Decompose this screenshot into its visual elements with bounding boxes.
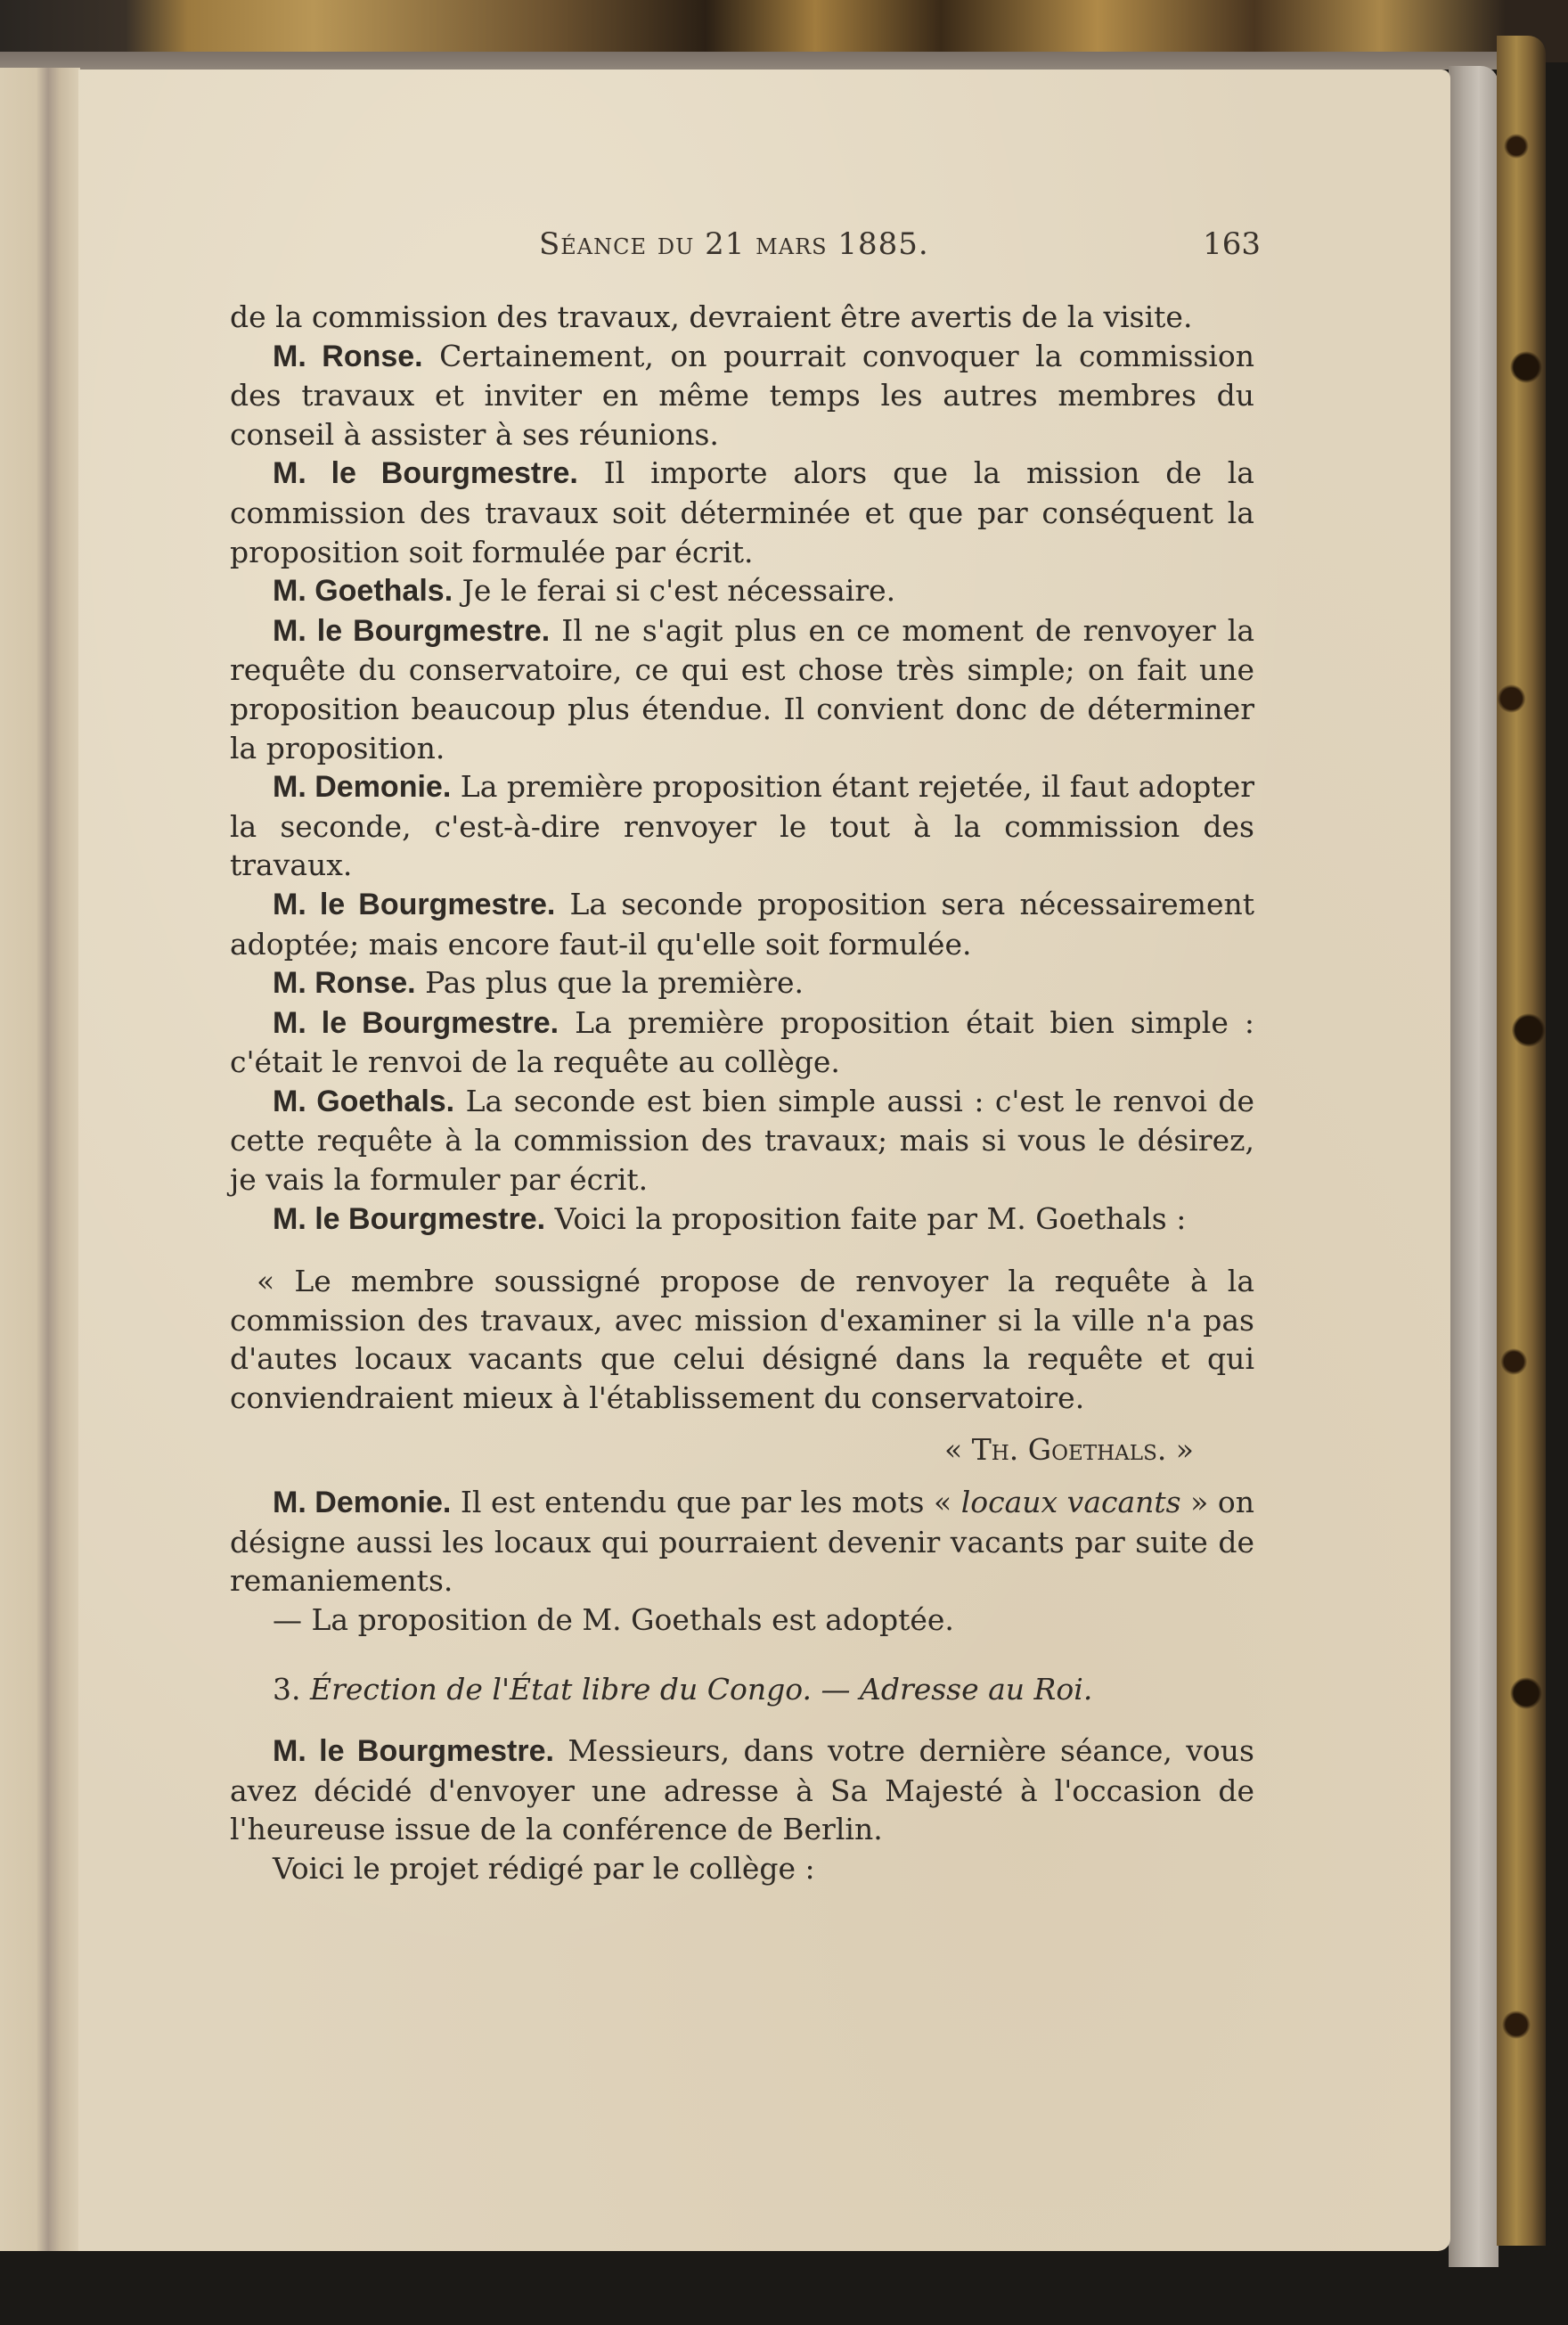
- section-heading: [230, 1670, 1254, 1709]
- speech-text: La seconde proposition sera nécessairement adoptée; mais encore faut-il qu'elle soit formulée.: [230, 886, 1255, 962]
- speech-bourgmestre-4: [230, 1003, 1254, 1082]
- speech-ronse-1: [230, 337, 1254, 454]
- speech-bourgmestre-2: [230, 611, 1254, 767]
- speech-ronse-2: [230, 963, 1254, 1003]
- closing-line: Voici le projet rédigé par le collège :: [273, 1850, 815, 1886]
- page-stack-top-edge: [0, 52, 1506, 70]
- running-header: [539, 225, 1261, 264]
- page-body: [230, 298, 1254, 1888]
- speech-goethals-2: [230, 1082, 1254, 1199]
- speech-italic-term: locaux vacants: [960, 1485, 1181, 1520]
- speaker-name: M. le Bourgmestre.: [273, 1005, 559, 1040]
- section-number: 3.: [273, 1671, 301, 1707]
- proposal-signature: « Th. Goethals. »: [944, 1431, 1194, 1467]
- speech-text: Je le ferai si c'est nécessaire.: [453, 573, 896, 609]
- speaker-name: M. le Bourgmestre.: [273, 456, 578, 491]
- speech-text: Il est entendu que par les mots «: [451, 1485, 961, 1520]
- speech-demonie-2: [230, 1483, 1254, 1600]
- speech-text: Voici la proposition faite par M. Goethals :: [545, 1200, 1187, 1236]
- speaker-name: M. Goethals.: [273, 1084, 455, 1118]
- page-number: 163: [1203, 226, 1261, 262]
- proposal-quote: « Le membre soussigné propose de renvoyer la requête à la commission des travaux, avec mission d'examiner si la ville n'a pas d'autes locaux vacants que celui désigné dans la requête et qui conviendraient mieux à l'établissement du conservatoire.: [230, 1264, 1254, 1416]
- speaker-name: M. Ronse.: [273, 339, 423, 373]
- speech-text: La seconde est bien simple aussi : c'est le renvoi de cette requête à la commission des travaux; mais si vous le désirez, je vais la formuler par écrit.: [230, 1083, 1255, 1198]
- paragraph-continuation: de la commission des travaux, devraient être avertis de la visite.: [230, 299, 1193, 334]
- speaker-name: M. Demonie.: [273, 1486, 452, 1520]
- marbled-cover-edge: [1497, 36, 1546, 2246]
- speech-text: Il ne s'agit plus en ce moment de renvoyer la requête du conservatoire, ce qui est chose très simple; on fait une proposition beaucoup plus étendue. Il convient donc de déterminer la proposition.: [230, 612, 1254, 765]
- previous-page-edge: [0, 68, 80, 2251]
- speech-text: La première proposition était bien simple : c'était le renvoi de la requête au collège.: [230, 1004, 1254, 1080]
- speaker-name: M. Ronse.: [273, 966, 416, 1001]
- speech-text: Messieurs, dans votre dernière séance, vous avez décidé d'envoyer une adresse à Sa Majesté à l'occasion de l'heureuse issue de la conférence de Berlin.: [230, 1733, 1254, 1847]
- speech-text: Il importe alors que la mission de la commission des travaux soit déterminée et que par conséquent la proposition soit formulée par écrit.: [230, 455, 1254, 569]
- section-title: Érection de l'État libre du Congo. — Adresse au Roi.: [300, 1671, 1093, 1707]
- speech-text: » on désigne aussi les locaux qui pourraient devenir vacants par suite de remaniements.: [230, 1485, 1254, 1599]
- speaker-name: M. Goethals.: [273, 574, 453, 609]
- running-title: Séance du 21 mars 1885.: [539, 226, 929, 262]
- speech-bourgmestre-5: [230, 1199, 1254, 1240]
- speaker-name: M. Demonie.: [273, 770, 452, 805]
- speech-goethals-1: [230, 571, 1254, 611]
- speaker-name: M. le Bourgmestre.: [273, 1734, 554, 1769]
- speech-bourgmestre-1: [230, 454, 1254, 571]
- speech-text: La première proposition étant rejetée, il faut adopter la seconde, c'est-à-dire renvoyer le tout à la commission des travaux.: [230, 769, 1254, 883]
- speech-bourgmestre-3: [230, 885, 1254, 963]
- page-stack-right-edge: [1449, 66, 1499, 2267]
- speech-text: Certainement, on pourrait convoquer la commission des travaux et inviter en même temps les autres membres du conseil à assister à ses réunions.: [230, 338, 1254, 452]
- speech-text: Pas plus que la première.: [415, 965, 804, 1001]
- resolution-adopted: — La proposition de M. Goethals est adoptée.: [273, 1602, 954, 1637]
- speech-demonie-1: [230, 767, 1254, 885]
- speech-bourgmestre-6: [230, 1731, 1254, 1849]
- speaker-name: M. le Bourgmestre.: [273, 1201, 546, 1236]
- speaker-name: M. le Bourgmestre.: [273, 613, 551, 648]
- speaker-name: M. le Bourgmestre.: [273, 887, 556, 921]
